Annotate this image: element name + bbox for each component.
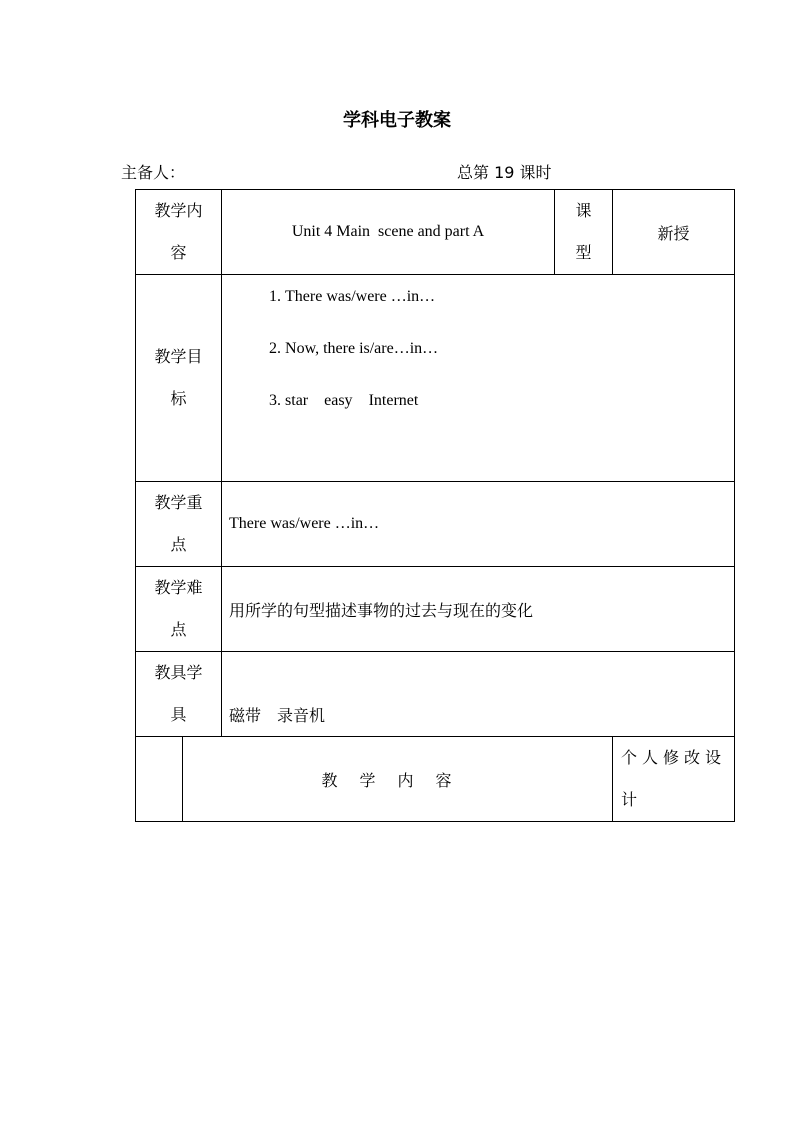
label-line: 点 bbox=[170, 620, 187, 639]
row-teaching-aids bbox=[136, 652, 735, 737]
teaching-content-header: 教学内容 bbox=[183, 737, 613, 822]
teaching-aids-value bbox=[222, 652, 735, 737]
key-points-value: There was/were …in… bbox=[222, 482, 735, 567]
objectives-list bbox=[222, 285, 734, 441]
label-lesson-type bbox=[555, 190, 613, 275]
lesson-number: 总第 19 课时 bbox=[457, 163, 552, 182]
teaching-content-value: Unit 4 Main scene and part A bbox=[222, 190, 555, 275]
label-teaching-aids bbox=[136, 652, 222, 737]
vocab-word: easy bbox=[324, 392, 353, 409]
label-line: 计 bbox=[621, 790, 643, 809]
lesson-plan-table bbox=[135, 189, 735, 822]
row-content-header bbox=[136, 737, 735, 822]
label-teaching-content bbox=[136, 190, 222, 275]
label-line: 教学重 bbox=[154, 493, 203, 512]
page-title: 学科电子教案 bbox=[343, 110, 451, 131]
label-line: 个人修改设 bbox=[621, 748, 727, 767]
label-line: 教学内 bbox=[154, 201, 203, 220]
list-item bbox=[285, 285, 734, 337]
objectives-content bbox=[222, 275, 735, 482]
list-item bbox=[285, 389, 734, 441]
label-difficulties bbox=[136, 567, 222, 652]
label-line: 教学难 bbox=[154, 578, 203, 597]
objective-text: There was/were …in… bbox=[285, 288, 436, 305]
row-difficulties bbox=[136, 567, 735, 652]
lesson-type-value: 新授 bbox=[613, 190, 735, 275]
label-line: 标 bbox=[170, 389, 187, 408]
label-line: 型 bbox=[575, 243, 592, 262]
vocab-word: star bbox=[285, 392, 309, 409]
personal-revision-header bbox=[613, 737, 735, 822]
difficulties-value: 用所学的句型描述事物的过去与现在的变化 bbox=[222, 567, 735, 652]
label-line: 教具学 bbox=[154, 663, 203, 682]
label-objectives bbox=[136, 275, 222, 482]
vocab-word: Internet bbox=[368, 392, 419, 409]
aid-item: 磁带 bbox=[229, 706, 262, 725]
row-objectives bbox=[136, 275, 735, 482]
label-line: 点 bbox=[170, 535, 187, 554]
label-line: 容 bbox=[170, 243, 187, 262]
row-teaching-content bbox=[136, 190, 735, 275]
aid-item: 录音机 bbox=[277, 706, 326, 725]
label-line: 教学目 bbox=[154, 347, 203, 366]
list-item bbox=[285, 337, 734, 389]
row-key-points bbox=[136, 482, 735, 567]
objective-text: Now, there is/are…in… bbox=[285, 340, 439, 357]
label-line: 课 bbox=[575, 201, 592, 220]
label-line: 具 bbox=[170, 705, 187, 724]
label-key-points bbox=[136, 482, 222, 567]
blank-cell bbox=[136, 737, 183, 822]
preparer-label: 主备人： bbox=[121, 163, 186, 182]
